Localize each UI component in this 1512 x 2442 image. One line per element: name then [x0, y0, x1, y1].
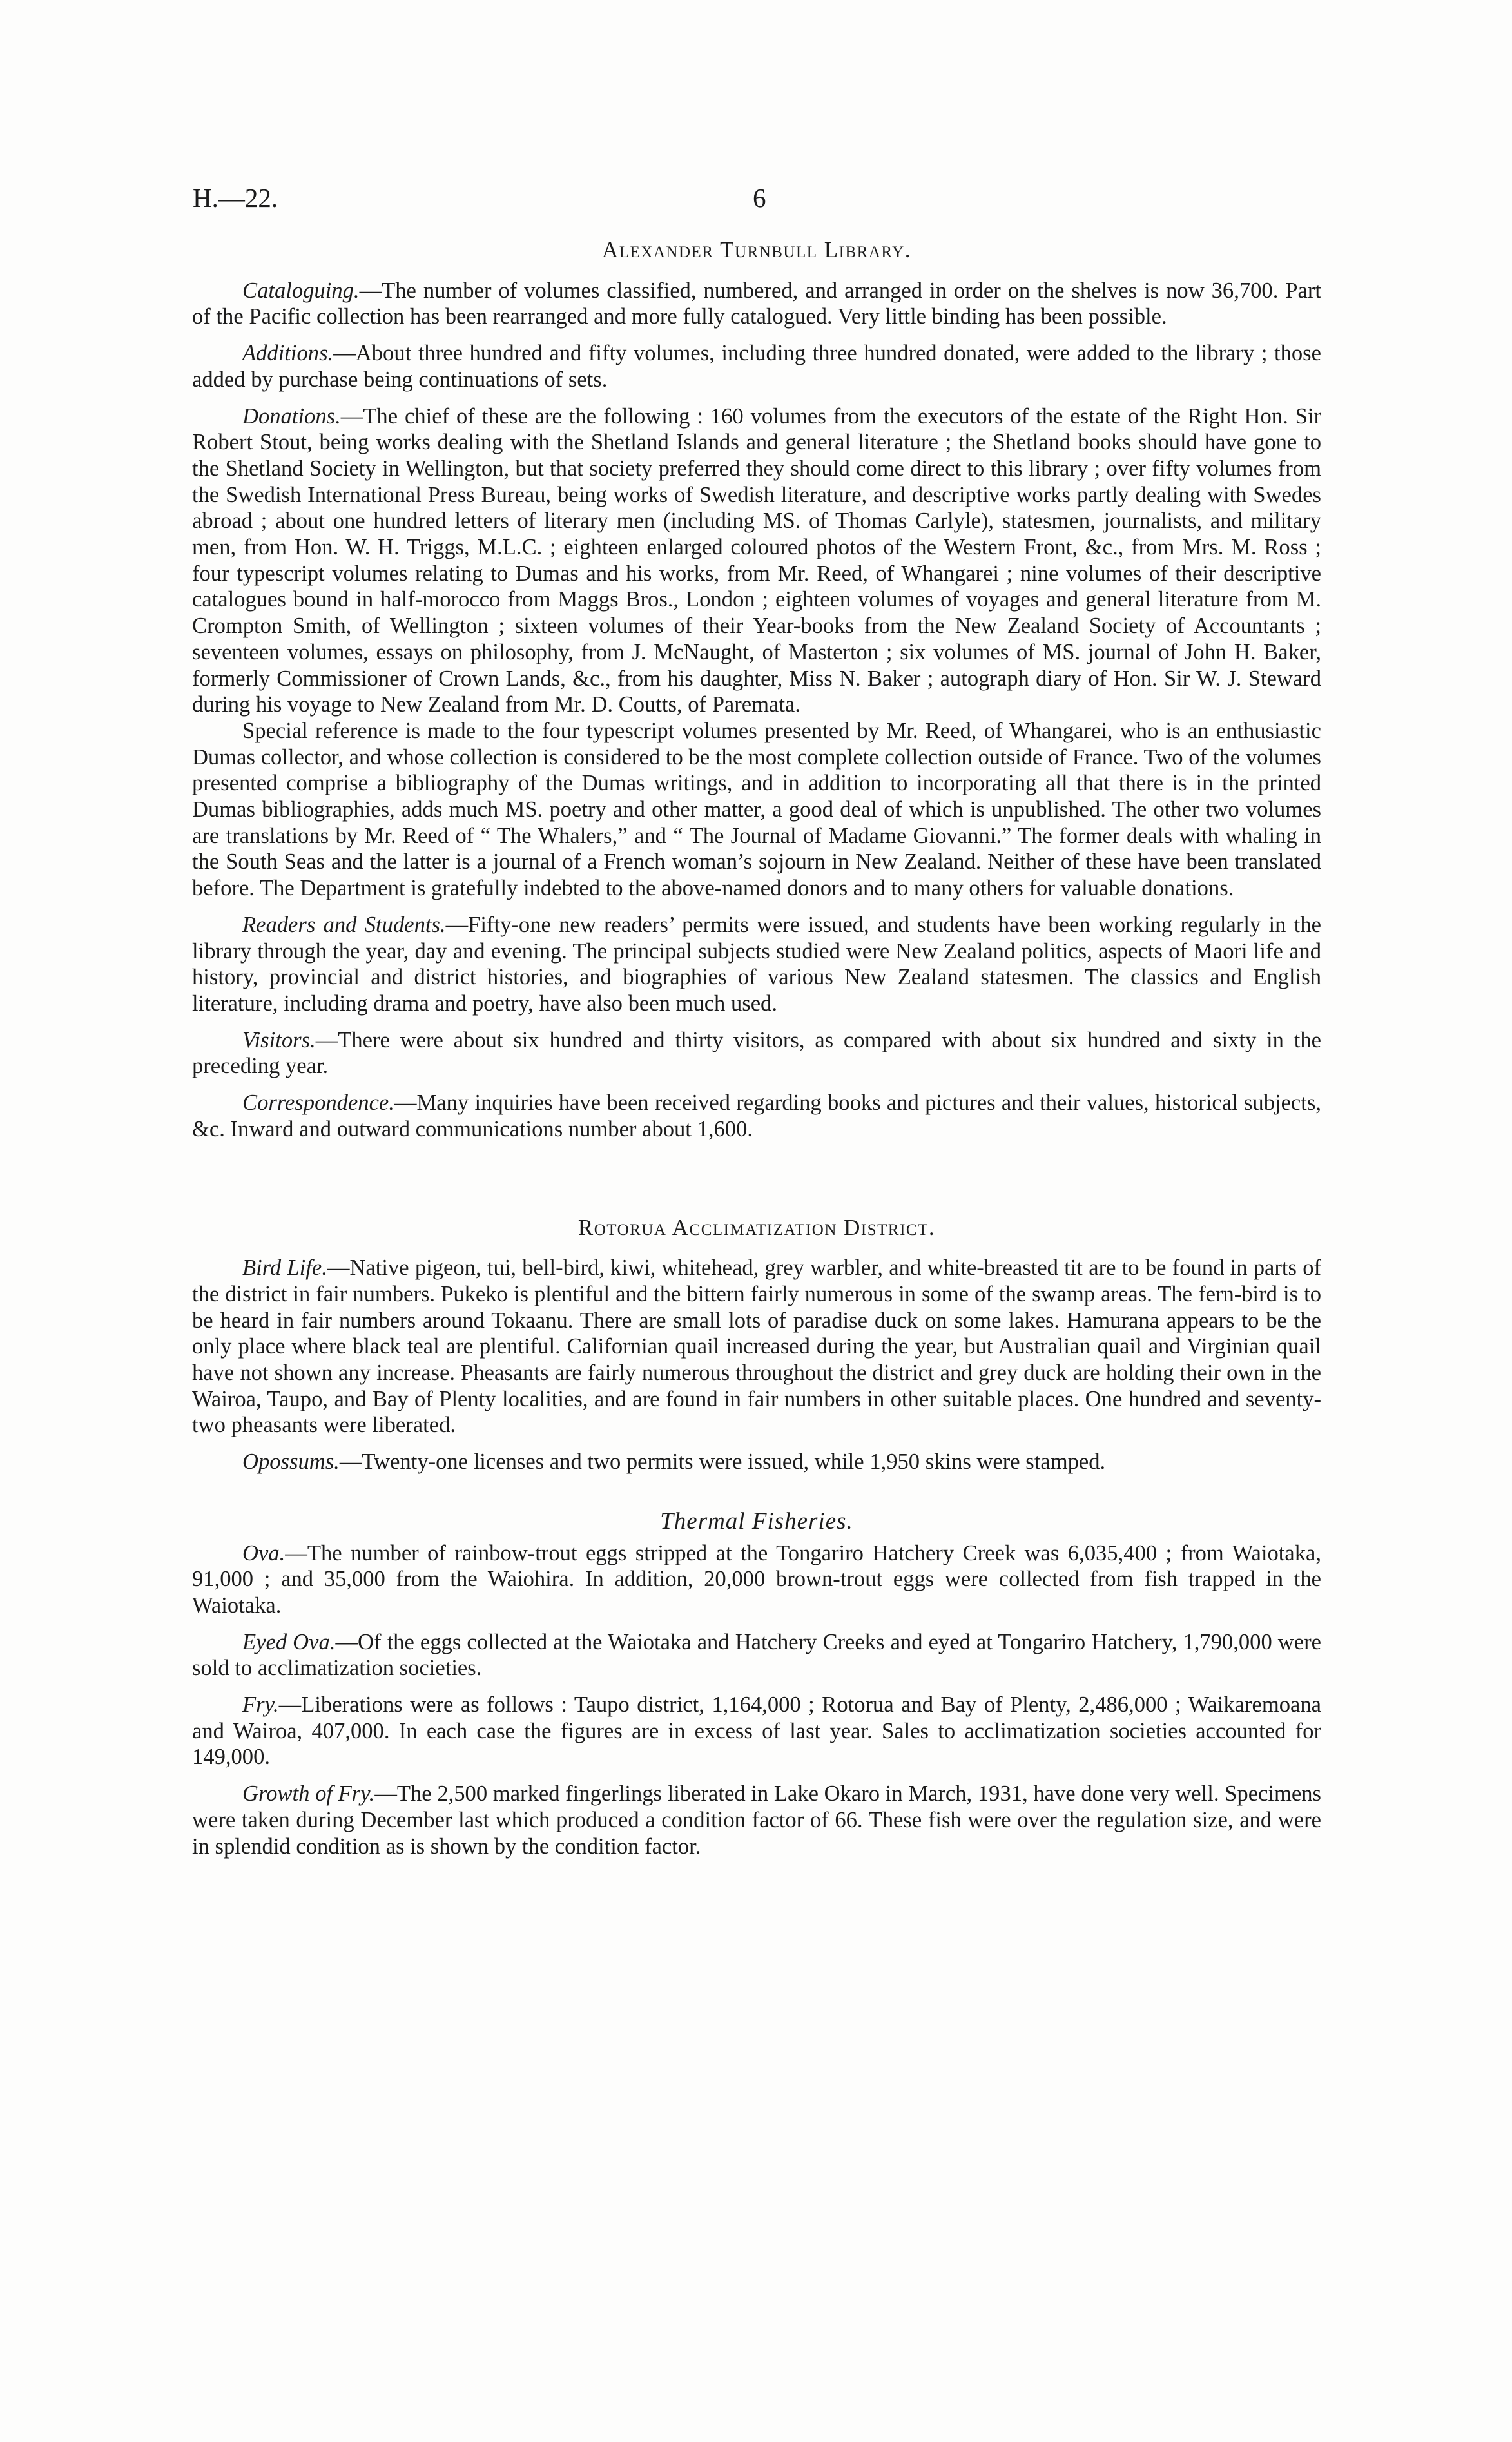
paragraph-text: —The 2,500 marked fingerlings liberated in Lake Okaro in March, 1931, have done very well. Specimens were taken during December last which produced a condition factor of 66. These fish were over the regulation size, and were in splendid condition as is shown by the condition factor. — [192, 1781, 1321, 1859]
paragraph-text: —Native pigeon, tui, bell-bird, kiwi, whitehead, grey warbler, and white-breasted tit are to be found in parts of the district in fair numbers. Pukeko is plentiful and the bittern fairly numerous in some of the swamp areas. The fern-bird is to be heard in fair numbers around Tokaanu. There are small lots of paradise duck on some lakes. Hamurana appears to be the only place where black teal are plentiful. Californian quail increased during the year, but Australian quail and Virginian quail have not shown any increase. Pheasants are fairly numerous throughout the district and grey duck are holding their own in the Wairoa, Taupo, and Bay of Plenty localities, and are found in fair numbers in other suitable places. One hundred and seventy-two pheasants were liberated. — [192, 1255, 1321, 1438]
paragraph-lead: Ova. — [242, 1540, 286, 1565]
paragraph-text: —There were about six hundred and thirty visitors, as compared with about six hundred and sixty in the preceding year. — [192, 1027, 1321, 1079]
section-title-turnbull-library: Alexander Turnbull Library. — [602, 237, 911, 262]
paragraph-visitors — [192, 1027, 1321, 1080]
page-body — [192, 237, 1321, 1870]
paragraph-lead: Opossums. — [242, 1449, 340, 1475]
paragraph-cataloguing — [192, 278, 1321, 330]
paragraph-lead: Bird Life. — [242, 1255, 327, 1281]
paragraph-lead: Visitors. — [242, 1027, 316, 1052]
paragraph-lead: Eyed Ova. — [242, 1629, 336, 1654]
page-header — [0, 182, 1512, 221]
paragraph-lead: Fry. — [242, 1692, 279, 1718]
paragraph-lead: Readers and Students. — [242, 912, 446, 937]
paragraph-lead: Donations. — [242, 403, 341, 429]
paragraph-lead: Cataloguing. — [242, 278, 360, 303]
section-spacer — [192, 1153, 1321, 1215]
document-reference: H.—22. — [193, 183, 278, 213]
paragraph-opossums — [192, 1449, 1321, 1475]
paragraph-lead: Growth of Fry. — [242, 1781, 375, 1807]
paragraph-readers-students — [192, 912, 1321, 1017]
paragraph-donations — [192, 403, 1321, 718]
section-title-rotorua: Rotorua Acclimatization District. — [577, 1214, 936, 1240]
paragraph-text: Special reference is made to the four typescript volumes presented by Mr. Reed, of Whangarei, who is an enthusiastic Dumas collector, and whose collection is considered to be the most complete collection outside of France. Two of the volumes presented comprise a bibliography of the Dumas writings, and in addition to incorporating all that there is in the printed Dumas bibliographies, adds much MS. poetry and other matter, a good deal of which is unpublished. The other two volumes are translations by Mr. Reed of “ The Whalers,” and “ The Journal of Madame Giovanni.” The former deals with whaling in the South Seas and the latter is a journal of a French woman’s sojourn in New Zealand. Neither of these have been translated before. The Department is gratefully indebted to the above-named donors and to many others for valuable donations. — [192, 718, 1321, 901]
paragraph-text: —Twenty-one licenses and two permits were issued, while 1,950 skins were stamped. — [339, 1449, 1106, 1475]
paragraph-lead: Additions. — [242, 341, 334, 366]
page-number: 6 — [753, 183, 766, 213]
paragraph-lead: Correspondence. — [242, 1090, 394, 1116]
paragraph-text: —The number of volumes classified, numbered, and arranged in order on the shelves is now 36,700. Part of the Pacific collection has been rearranged and more fully catalogued. Very little binding has been possible. — [192, 278, 1321, 329]
paragraph-correspondence — [192, 1090, 1321, 1142]
paragraph-additions — [192, 340, 1321, 392]
paragraph-text: —Fifty-one new readers’ permits were issued, and students have been working regularly in the library through the year, day and evening. The principal subjects studied were New Zealand politics, aspects of Maori life and history, provincial and district histories, and biographies of various New Zealand statesmen. The classics and English literature, including drama and poetry, have also been much used. — [192, 912, 1321, 1016]
paragraph-text: —Liberations were as follows : Taupo district, 1,164,000 ; Rotorua and Bay of Plenty, 2,486,000 ; Waikaremoana and Wairoa, 407,000. In each case the figures are in excess of last year. Sales to acclimatization societies accounted for 149,000. — [192, 1692, 1321, 1770]
paragraph-ova — [192, 1540, 1321, 1619]
paragraph-eyed-ova — [192, 1629, 1321, 1681]
paragraph-growth-of-fry — [192, 1781, 1321, 1859]
paragraph-text: —About three hundred and fifty volumes, including three hundred donated, were added to the library ; those added by purchase being continuations of sets. — [192, 341, 1321, 392]
paragraph-special-reference — [192, 718, 1321, 902]
paragraph-text: —Of the eggs collected at the Waiotaka and Hatchery Creeks and eyed at Tongariro Hatchery, 1,790,000 were sold to acclimatization societies. — [192, 1629, 1321, 1681]
subsection-title-thermal-fisheries: Thermal Fisheries. — [660, 1507, 853, 1535]
paragraph-text: —The number of rainbow-trout eggs stripped at the Tongariro Hatchery Creek was 6,035,400 ; from Waiotaka, 91,000 ; and 35,000 from the Waiohira. In addition, 20,000 brown-trout eggs were collected from fish trapped in the Waiotaka. — [192, 1540, 1321, 1618]
subsection-spacer — [192, 1486, 1321, 1509]
paragraph-bird-life — [192, 1255, 1321, 1439]
paragraph-text: —Many inquiries have been received regarding books and pictures and their values, historical subjects, &c. Inward and outward communications number about 1,600. — [192, 1090, 1321, 1141]
paragraph-text: —The chief of these are the following : 160 volumes from the executors of the estate of the Right Hon. Sir Robert Stout, being works dealing with the Shetland Islands and general literature ; the Shetland books should have gone to the Shetland Society in Wellington, but that society preferred they should come direct to this library ; over fifty volumes from the Swedish International Press Bureau, being works of Swedish literature, and descriptive works partly dealing with Swedes abroad ; about one hundred letters of literary men (including MS. of Thomas Carlyle), statesmen, journalists, and military men, from Hon. W. H. Triggs, M.L.C. ; eighteen enlarged coloured photos of the Western Front, &c., from Mrs. M. Ross ; four typescript volumes relating to Dumas and his works, from Mr. Reed, of Whangarei ; nine volumes of their descriptive catalogues bound in half-morocco from Maggs Bros., London ; eighteen volumes of voyages and general literature from M. Crompton Smith, of Wellington ; sixteen volumes of their Year-books from the New Zealand Society of Accountants ; seventeen volumes, essays on philosophy, from J. McNaught, of Masterton ; six volumes of MS. journal of John H. Baker, formerly Commissioner of Crown Lands, &c., from his daughter, Miss N. Baker ; autograph diary of Hon. Sir W. J. Steward during his voyage to New Zealand from Mr. D. Coutts, of Paremata. — [192, 403, 1321, 717]
paragraph-fry — [192, 1692, 1321, 1770]
